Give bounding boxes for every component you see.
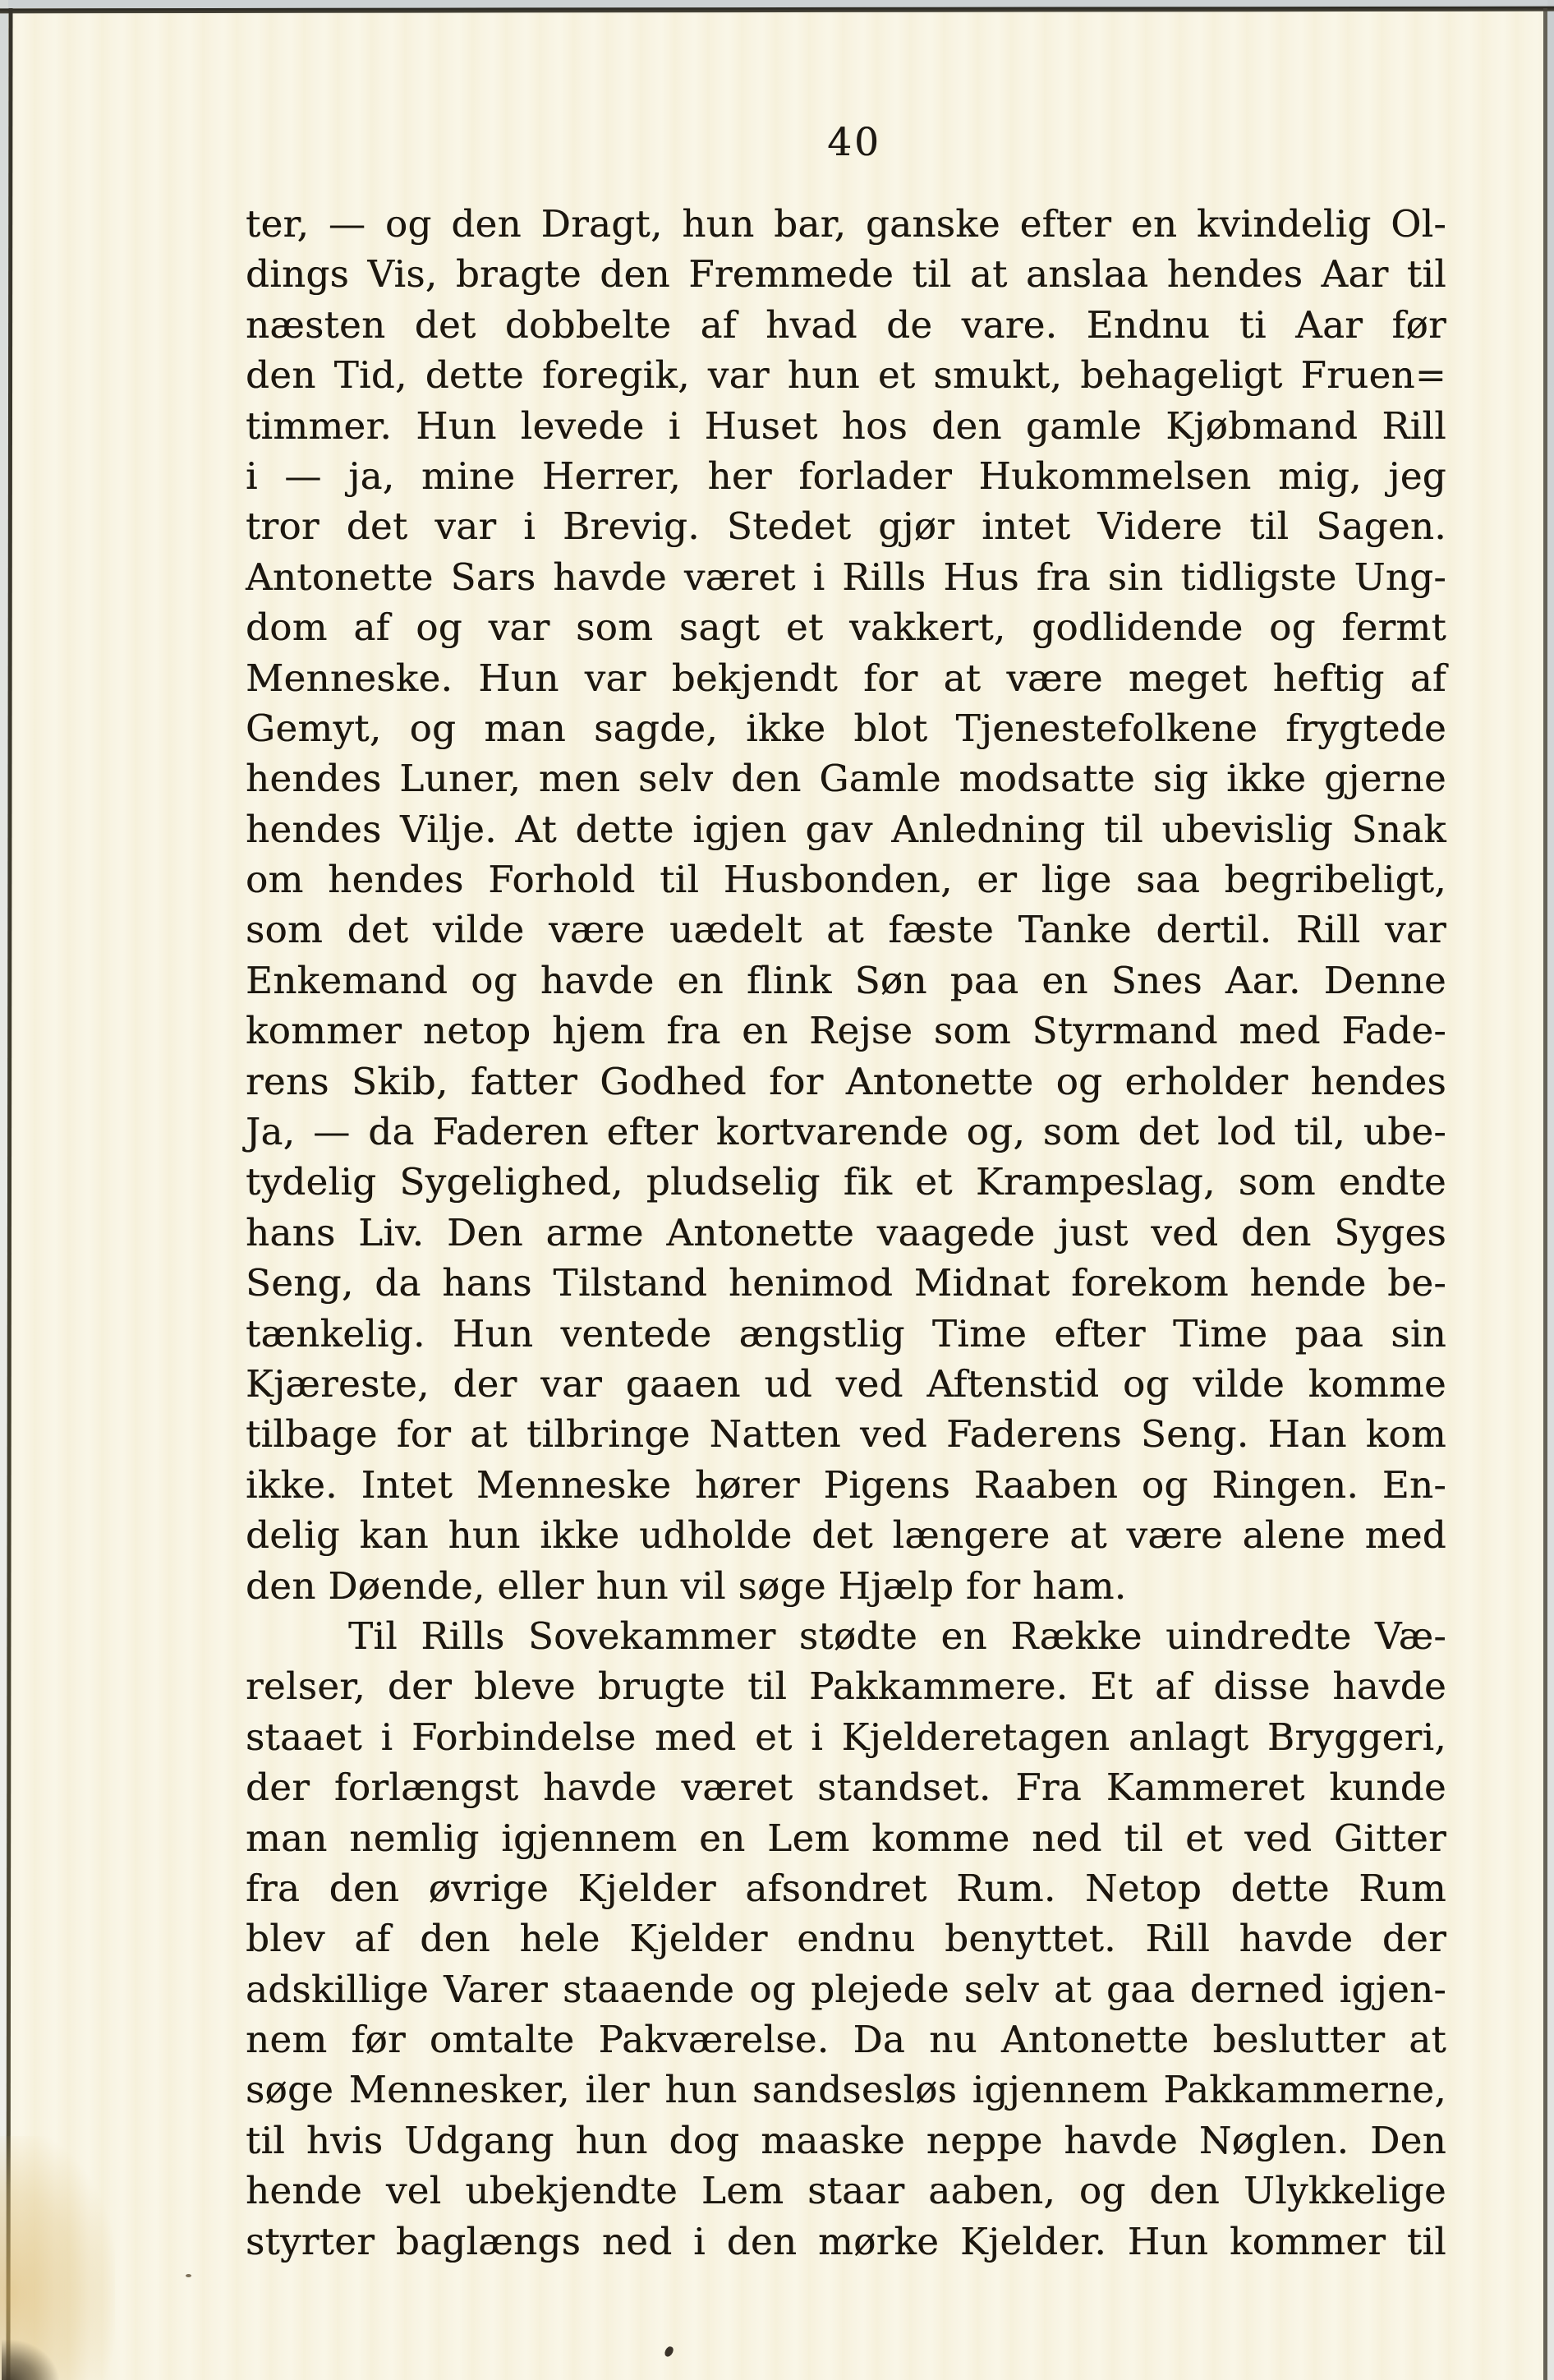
scan-background-right	[1547, 0, 1554, 2380]
text-line: tydelig Sygelighed, pludselig fik et Krampeslag, som endte	[246, 1160, 1446, 1204]
text-line: nem før omtalte Pakværelse. Da nu Antonette beslutter at	[246, 2018, 1446, 2062]
text-line: hende vel ubekjendte Lem staar aaben, og den Ulykkelige	[246, 2169, 1446, 2213]
text-line: om hendes Forhold til Husbonden, er lige saa begribeligt,	[246, 858, 1446, 902]
text-line: delig kan hun ikke udholde det længere at være alene med	[246, 1513, 1446, 1558]
text-line: som det vilde være uædelt at fæste Tanke dertil. Rill var	[246, 908, 1446, 952]
text-line: blev af den hele Kjelder endnu benyttet. Rill havde der	[246, 1917, 1446, 1961]
text-line: styrter baglængs ned i den mørke Kjelder. Hun kommer til	[246, 2219, 1446, 2263]
text-line: Seng, da hans Tilstand henimod Midnat forekom hende be-	[246, 1261, 1446, 1305]
corner-shadow-mark	[2, 2340, 59, 2380]
text-line: til hvis Udgang hun dog maaske neppe havde Nøglen. Den	[246, 2118, 1446, 2162]
text-line: staaet i Forbindelse med et i Kjelderetagen anlagt Bryggeri,	[246, 1715, 1446, 1759]
text-line: dom af og var som sagt et vakkert, godlidende og fermt	[246, 605, 1446, 650]
text-line: den Tid, dette foregik, var hun et smukt, behageligt Fruen=	[246, 353, 1446, 398]
text-line: tror det var i Brevig. Stedet gjør intet Videre til Sagen.	[246, 504, 1446, 549]
text-line: Gemyt, og man sagde, ikke blot Tjenestefolkene frygtede	[246, 706, 1446, 750]
text-line: hendes Vilje. At dette igjen gav Anledning til ubevislig Snak	[246, 807, 1446, 851]
text-line: Til Rills Sovekammer stødte en Række uindredte Væ-	[348, 1614, 1446, 1658]
page-edge-right	[1543, 8, 1547, 2380]
ink-speck-small	[186, 2274, 191, 2277]
text-line: Ja, — da Faderen efter kortvarende og, som det lod til, ube-	[246, 1110, 1446, 1154]
text-line: tilbage for at tilbringe Natten ved Faderens Seng. Han kom	[246, 1412, 1446, 1457]
text-line: tænkelig. Hun ventede ængstlig Time efter Time paa sin	[246, 1311, 1446, 1356]
ink-speck	[664, 2345, 675, 2359]
text-line: i — ja, mine Herrer, her forlader Hukommelsen mig, jeg	[246, 453, 1446, 498]
text-line: fra den øvrige Kjelder afsondret Rum. Netop dette Rum	[246, 1866, 1446, 1910]
text-line: hendes Luner, men selv den Gamle modsatte sig ikke gjerne	[246, 757, 1446, 801]
text-line: timmer. Hun levede i Huset hos den gamle Kjøbmand Rill	[246, 403, 1446, 448]
text-line: næsten det dobbelte af hvad de vare. Endnu ti Aar før	[246, 302, 1446, 347]
text-line: hans Liv. Den arme Antonette vaagede just ved den Syges	[246, 1210, 1446, 1254]
text-line: Kjæreste, der var gaaen ud ved Aftenstid og vilde komme	[246, 1361, 1446, 1406]
page-edge-top	[0, 7, 1554, 14]
text-line: Antonette Sars havde været i Rills Hus fra sin tidligste Ung-	[246, 555, 1446, 599]
text-line: relser, der bleve brugte til Pakkammere. Et af disse havde	[246, 1664, 1446, 1709]
text-line: den Døende, eller hun vil søge Hjælp for ham.	[246, 1563, 1127, 1608]
text-line: ikke. Intet Menneske hører Pigens Raaben og Ringen. En-	[246, 1462, 1446, 1507]
page-number: 40	[827, 120, 881, 165]
text-line: søge Mennesker, iler hun sandsesløs igjennem Pakkammerne,	[246, 2068, 1446, 2112]
text-line: adskillige Varer staaende og plejede selv at gaa derned igjen-	[246, 1967, 1446, 2011]
text-line: kommer netop hjem fra en Rejse som Styrmand med Fade-	[246, 1009, 1446, 1053]
text-line: rens Skib, fatter Godhed for Antonette og erholder hendes	[246, 1059, 1446, 1103]
text-line: man nemlig igjennem en Lem komme ned til et ved Gitter	[246, 1816, 1446, 1860]
text-line: dings Vis, bragte den Fremmede til at anslaa hendes Aar til	[246, 252, 1446, 297]
text-line: Enkemand og havde en flink Søn paa en Snes Aar. Denne	[246, 958, 1446, 1002]
text-line: der forlængst havde været standset. Fra Kammeret kunde	[246, 1765, 1446, 1810]
body-text	[246, 199, 1446, 2267]
text-line: ter, — og den Dragt, hun bar, ganske efter en kvindelig Ol-	[246, 202, 1446, 246]
text-line: Menneske. Hun var bekjendt for at være meget heftig af	[246, 656, 1446, 700]
